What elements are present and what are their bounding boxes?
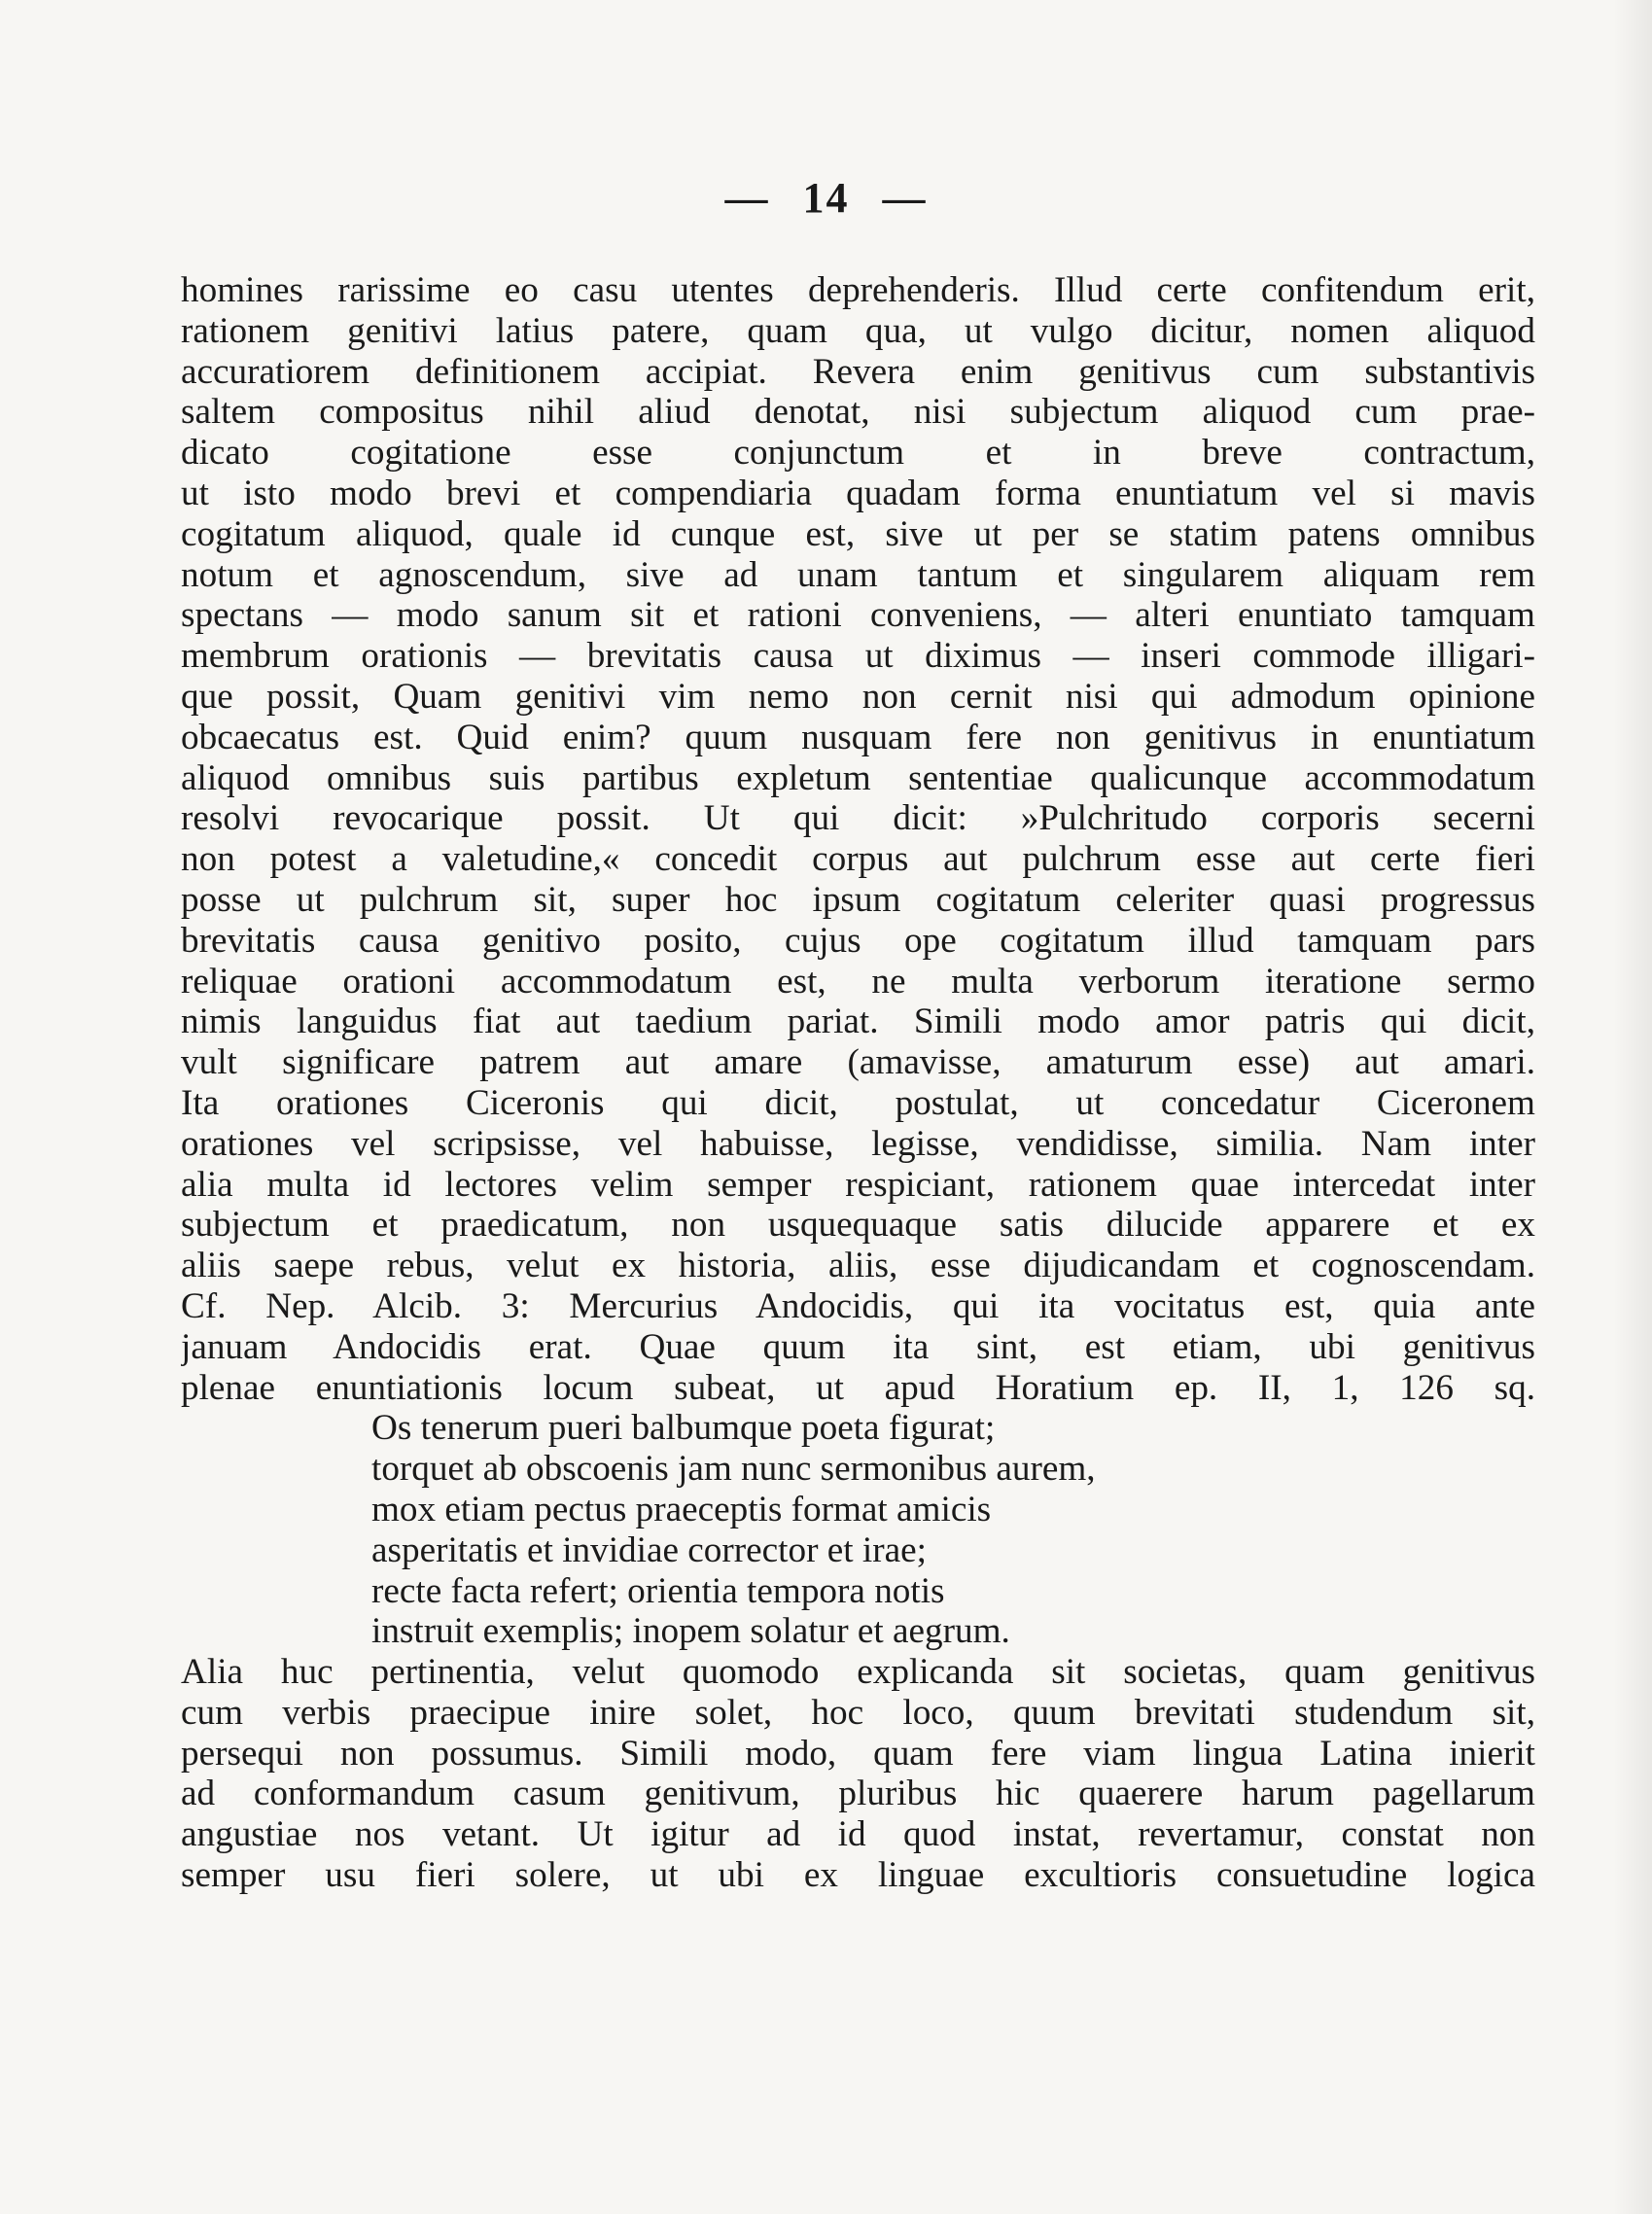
text-line: notum et agnoscendum, sive ad unam tantum et singularem aliquam rem xyxy=(181,554,1535,595)
header-dash-right: — xyxy=(882,174,928,222)
text-line: orationes vel scripsisse, vel habuisse, legisse, vendidisse, similia. Nam inter xyxy=(181,1123,1535,1164)
text-line: accuratiorem definitionem accipiat. Revera enim genitivus cum substantivis xyxy=(181,351,1535,392)
text-line: vult significare patrem aut amare (amavisse, amaturum esse) aut amari. xyxy=(181,1042,1535,1083)
text-line: reliquae orationi accommodatum est, ne multa verborum iteratione sermo xyxy=(181,961,1535,1002)
text-line: brevitatis causa genitivo posito, cujus ope cogitatum illud tamquam pars xyxy=(181,920,1535,961)
text-line: posse ut pulchrum sit, super hoc ipsum cogitatum celeriter quasi progressus xyxy=(181,879,1535,920)
verse-line: recte facta refert; orientia tempora notis xyxy=(371,1570,945,1611)
text-line: cum verbis praecipue inire solet, hoc loco, quum brevitati studendum sit, xyxy=(181,1692,1535,1733)
text-line: aliis saepe rebus, velut ex historia, aliis, esse dijudicandam et cognoscendam. xyxy=(181,1246,1535,1286)
text-line: semper usu fieri solere, ut ubi ex linguae excultioris consuetudine logica xyxy=(181,1855,1535,1896)
text-line: angustiae nos vetant. Ut igitur ad id quod instat, revertamur, constat non xyxy=(181,1814,1535,1855)
text-line: homines rarissime eo casu utentes deprehenderis. Illud certe confitendum erit, xyxy=(181,270,1535,310)
body-text xyxy=(181,270,1535,1896)
paragraph-2 xyxy=(181,1652,1535,1896)
verse-line: Os tenerum pueri balbumque poeta figurat; xyxy=(371,1408,996,1449)
text-line: membrum orationis — brevitatis causa ut diximus — inseri commode illigari- xyxy=(181,636,1535,677)
verse-line: asperitatis et invidiae corrector et irae; xyxy=(371,1529,927,1570)
text-line: nimis languidus fiat aut taedium pariat. Simili modo amor patris qui dicit, xyxy=(181,1002,1535,1042)
page-header xyxy=(0,173,1652,223)
text-line: spectans — modo sanum sit et rationi conveniens, — alteri enuntiato tamquam xyxy=(181,595,1535,636)
text-line: ad conformandum casum genitivum, pluribus hic quaerere harum pagellarum xyxy=(181,1774,1535,1814)
text-line: rationem genitivi latius patere, quam qua, ut vulgo dicitur, nomen aliquod xyxy=(181,310,1535,351)
verse-line: torquet ab obscoenis jam nunc sermonibus aurem, xyxy=(371,1449,1096,1490)
text-line: non potest a valetudine,« concedit corpus aut pulchrum esse aut certe fieri xyxy=(181,839,1535,880)
header-dash-left: — xyxy=(724,174,770,222)
text-line: resolvi revocarique possit. Ut qui dicit: »Pulchritudo corporis secerni xyxy=(181,798,1535,839)
text-line: cogitatum aliquod, quale id cunque est, sive ut per se statim patens omnibus xyxy=(181,513,1535,554)
text-line: que possit, Quam genitivi vim nemo non cernit nisi qui admodum opinione xyxy=(181,676,1535,717)
text-line: aliquod omnibus suis partibus expletum sententiae qualicunque accommodatum xyxy=(181,757,1535,798)
paragraph-1 xyxy=(181,270,1535,1408)
text-line: saltem compositus nihil aliud denotat, nisi subjectum aliquod cum prae- xyxy=(181,392,1535,433)
text-line: obcaecatus est. Quid enim? quum nusquam fere non genitivus in enuntiatum xyxy=(181,717,1535,757)
page-edge-shadow xyxy=(1613,0,1652,2214)
page-number: 14 xyxy=(802,174,850,222)
text-line: dicato cogitatione esse conjunctum et in breve contractum, xyxy=(181,433,1535,474)
text-line: Cf. Nep. Alcib. 3: Mercurius Andocidis, qui ita vocitatus est, quia ante xyxy=(181,1285,1535,1326)
text-line: alia multa id lectores velim semper respiciant, rationem quae intercedat inter xyxy=(181,1164,1535,1205)
text-line: januam Andocidis erat. Quae quum ita sint, est etiam, ubi genitivus xyxy=(181,1326,1535,1367)
text-line: ut isto modo brevi et compendiaria quadam forma enuntiatum vel si mavis xyxy=(181,473,1535,513)
text-line: Ita orationes Ciceronis qui dicit, postulat, ut concedatur Ciceronem xyxy=(181,1082,1535,1123)
text-line: Alia huc pertinentia, velut quomodo explicanda sit societas, quam genitivus xyxy=(181,1652,1535,1693)
verse-line: instruit exemplis; inopem solatur et aegrum. xyxy=(371,1611,1010,1652)
text-line: persequi non possumus. Simili modo, quam fere viam lingua Latina inierit xyxy=(181,1733,1535,1774)
verse-quotation xyxy=(181,1408,1535,1652)
verse-line: mox etiam pectus praeceptis format amicis xyxy=(371,1489,992,1529)
text-line: subjectum et praedicatum, non usquequaque satis dilucide apparere et ex xyxy=(181,1205,1535,1246)
text-line: plenae enuntiationis locum subeat, ut apud Horatium ep. II, 1, 126 sq. xyxy=(181,1367,1535,1408)
